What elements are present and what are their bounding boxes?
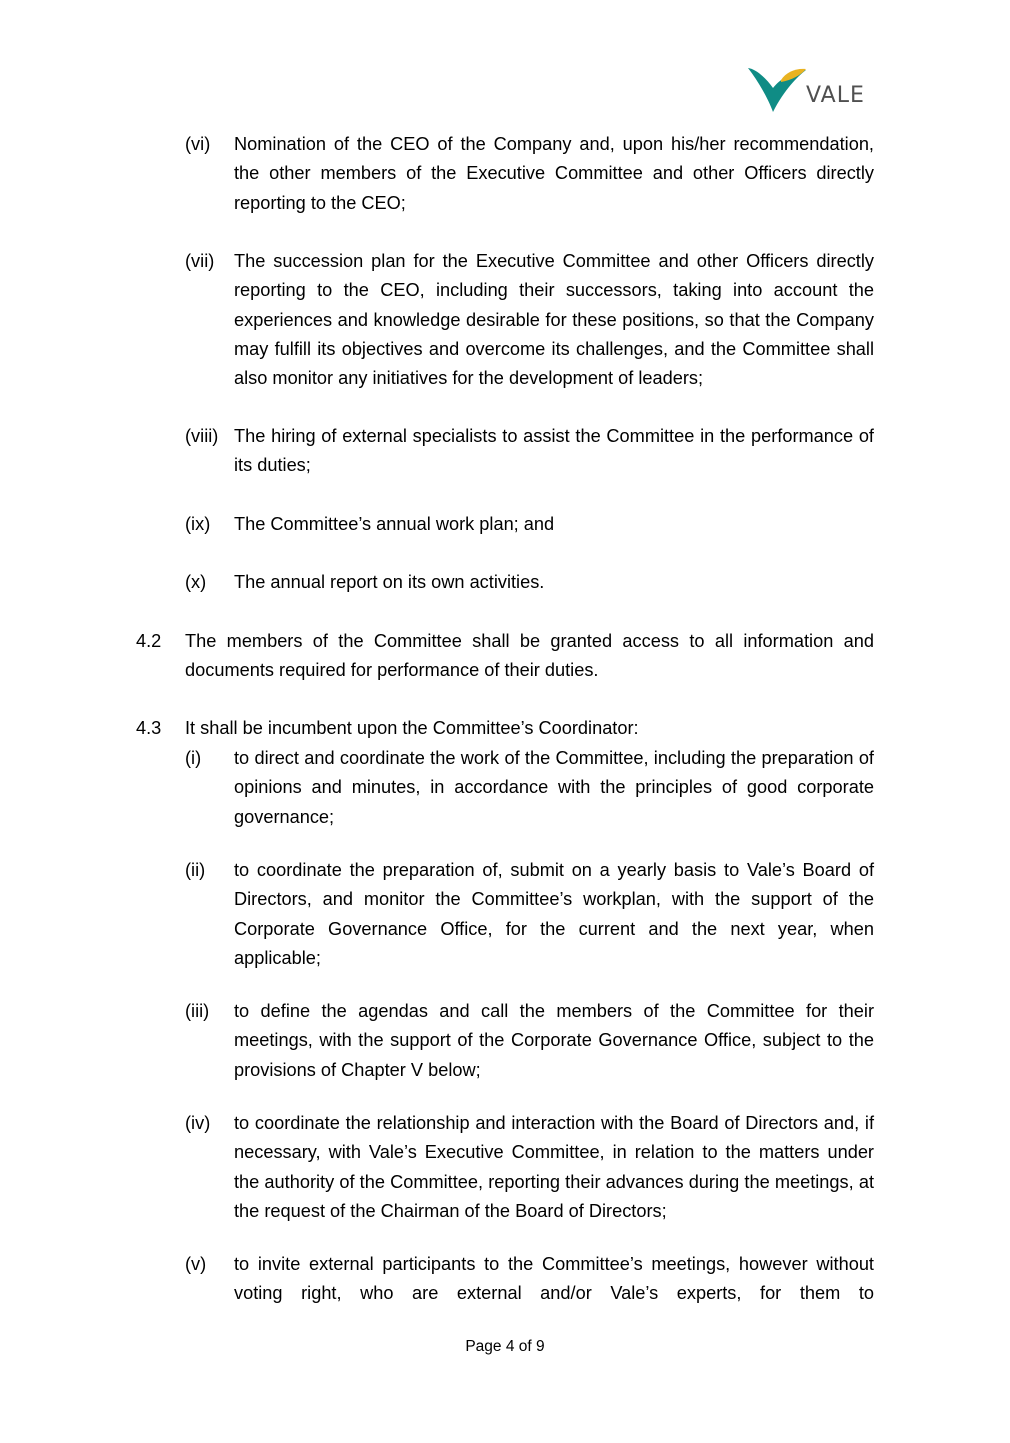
item-number: (iii): [185, 1001, 210, 1021]
item-number: (iv): [185, 1113, 211, 1133]
item-text: to coordinate the relationship and interaction with the Board of Directors and, if necessary, with Vale’s Executive Committee, in relation to the matters under the authority of the Committee, reporting their advances during the meetings, at the request of the Chairman of the Board of Directors;: [234, 1113, 874, 1221]
clause-number: 4.3: [136, 718, 162, 738]
item-text: The hiring of external specialists to assist the Committee in the performance of its duties;: [234, 426, 874, 476]
item-text: The Committee’s annual work plan; and: [234, 514, 555, 534]
item-number: (ix): [185, 514, 211, 534]
item-number: (ii): [185, 860, 206, 880]
item-text: Nomination of the CEO of the Company and, upon his/her recommendation, the other members of the Executive Committee and other Officers directly reporting to the CEO;: [234, 134, 874, 213]
vale-logo-mark-icon: [746, 66, 806, 114]
clause-number: 4.2: [136, 631, 162, 651]
item-text: to coordinate the preparation of, submit on a yearly basis to Vale’s Board of Directors, and monitor the Committee’s workplan, with the support of the Corporate Governance Office, for the current and the next year, when applicable;: [234, 860, 874, 968]
item-text: to invite external participants to the Committee’s meetings, however without voting right, who are external and/or Vale’s experts, for them to: [234, 1254, 874, 1304]
logo-text: VALE: [806, 83, 865, 108]
item-number: (i): [185, 748, 202, 768]
vale-logo: [746, 66, 866, 114]
item-number: (x): [185, 572, 207, 592]
item-text: The succession plan for the Executive Committee and other Officers directly reporting to the CEO, including their successors, taking into account the experiences and knowledge desirable for these positions, so that the Company may fulfill its objectives and overcome its challenges, and the Committee shall also monitor any initiatives for the development of leaders;: [234, 251, 874, 389]
clause-text: The members of the Committee shall be granted access to all information and documents required for performance of their duties.: [185, 631, 874, 681]
item-number: (viii): [185, 426, 219, 446]
item-text: to define the agendas and call the members of the Committee for their meetings, with the support of the Corporate Governance Office, subject to the provisions of Chapter V below;: [234, 1001, 874, 1080]
item-number: (v): [185, 1254, 207, 1274]
page-number: Page 4 of 9: [465, 1338, 545, 1355]
clause-text: It shall be incumbent upon the Committee’s Coordinator:: [185, 718, 639, 738]
item-number: (vii): [185, 251, 215, 271]
item-number: (vi): [185, 134, 211, 154]
item-text: The annual report on its own activities.: [234, 572, 545, 592]
item-text: to direct and coordinate the work of the Committee, including the preparation of opinions and minutes, in accordance with the principles of good corporate governance;: [234, 748, 874, 827]
